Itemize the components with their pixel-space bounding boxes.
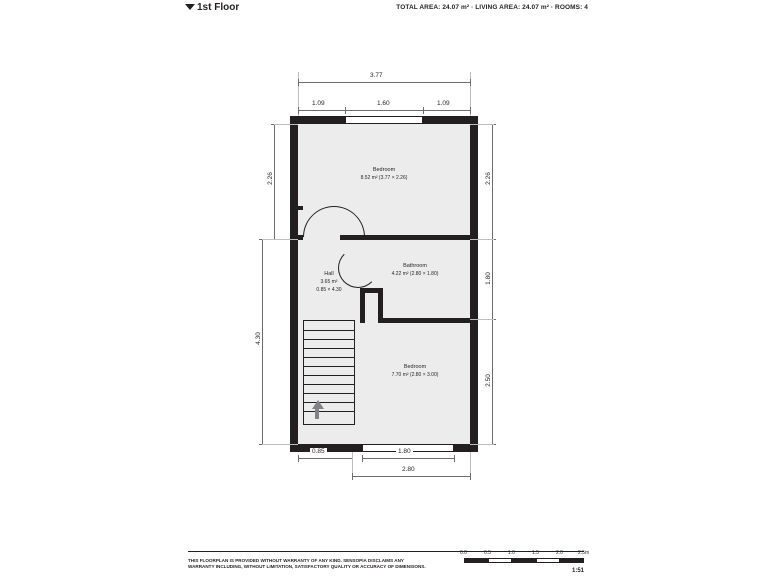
scale-label-2: 1.0: [508, 550, 515, 556]
dim-top-total: 3.77: [370, 72, 383, 79]
dim-line-top-total: [298, 82, 470, 83]
dim-right-lower: 2.50: [484, 374, 492, 387]
room-dims: 0.85 × 4.30: [316, 287, 342, 293]
dim-bottom-left: 0.85: [312, 448, 325, 455]
ext-line: [262, 239, 298, 240]
wall-right: [470, 116, 478, 452]
dim-line-top-segments: [298, 110, 470, 111]
room-fill-bedroom-bot: [360, 319, 470, 444]
page-title: 1st Floor: [197, 2, 240, 13]
room-name: Bedroom: [403, 364, 427, 370]
room-area: 7.70 m² (2.80 × 3.00): [391, 372, 439, 378]
dim-bottom-middle: 1.80: [398, 448, 411, 455]
room-label-hall: [294, 270, 364, 294]
dim-line-right-middle: [492, 239, 493, 319]
scale-ratio: 1:51: [571, 568, 584, 574]
room-name: Bathroom: [403, 263, 427, 269]
dim-line-bottom-left: [298, 458, 352, 459]
scale-label-0: 0.0: [460, 550, 467, 556]
ext-line: [262, 444, 298, 445]
ext-line: [470, 124, 494, 125]
dim-top-seg-1: 1.09: [312, 100, 325, 107]
dim-line-right-lower: [492, 319, 493, 444]
disclaimer: [188, 558, 438, 570]
dim-right-upper: 2.26: [484, 172, 492, 185]
dim-left-main: 4.30: [254, 332, 262, 345]
room-area: 4.22 m² (2.80 × 1.80): [391, 271, 439, 277]
scale-label-5: 2.5m: [578, 550, 590, 556]
room-fill-bathroom: [360, 239, 470, 319]
dim-line-right-upper: [492, 124, 493, 239]
disclaimer-line-2: WARRANTY INCLUDING, WITHOUT LIMITATION, SATISFACTORY QUALITY OR ACCURACY OF DIMENSIONS.: [188, 564, 426, 569]
door-jamb-bedroom-top: [298, 206, 303, 210]
dim-left-upper: 2.26: [266, 172, 274, 185]
room-name: Bedroom: [372, 167, 396, 173]
footer-divider: [188, 551, 584, 552]
ext-line: [274, 124, 298, 125]
room-area: 3.65 m²: [320, 279, 338, 285]
wall-internal-bedroom-bot-top: [378, 318, 478, 323]
staircase: [303, 320, 355, 425]
wall-internal-bath-step: [378, 288, 383, 320]
dim-line-left-main: [262, 239, 263, 444]
scale-label-4: 2.0: [556, 550, 563, 556]
ext-line: [470, 319, 494, 320]
dim-line-left-upper: [274, 124, 275, 239]
scale-label-3: 1.5: [532, 550, 539, 556]
arrow-up-stem: [315, 409, 319, 419]
room-area: 8.52 m² (3.77 × 2.26): [360, 175, 408, 181]
area-summary: TOTAL AREA: 24.07 m² · LIVING AREA: 24.07 m² · ROOMS: 4: [396, 4, 588, 11]
dim-top-seg-3: 1.09: [437, 100, 450, 107]
ext-line: [470, 444, 494, 445]
arrow-up-icon: [312, 400, 324, 409]
disclaimer-line-1: THIS FLOORPLAN IS PROVIDED WITHOUT WARRANTY OF ANY KIND. SENSOPIA DISCLAIMS ANY: [188, 558, 404, 563]
room-name: Hall: [324, 271, 334, 277]
dim-line-bottom-middle: [362, 458, 454, 459]
room-label-bedroom-bottom: [375, 363, 455, 379]
footer-bar: [0, 546, 768, 576]
dim-line-bottom-total: [352, 476, 470, 477]
room-label-bedroom-top: [344, 166, 424, 182]
scale-bar: [460, 550, 590, 564]
room-label-bathroom: [375, 262, 455, 278]
ext-line: [470, 239, 494, 240]
window-top: [345, 116, 423, 124]
dim-right-middle: 1.80: [484, 272, 492, 285]
dim-bottom-total: 2.80: [402, 466, 415, 473]
dim-top-seg-2: 1.60: [377, 100, 390, 107]
scale-label-1: 0.5: [484, 550, 491, 556]
